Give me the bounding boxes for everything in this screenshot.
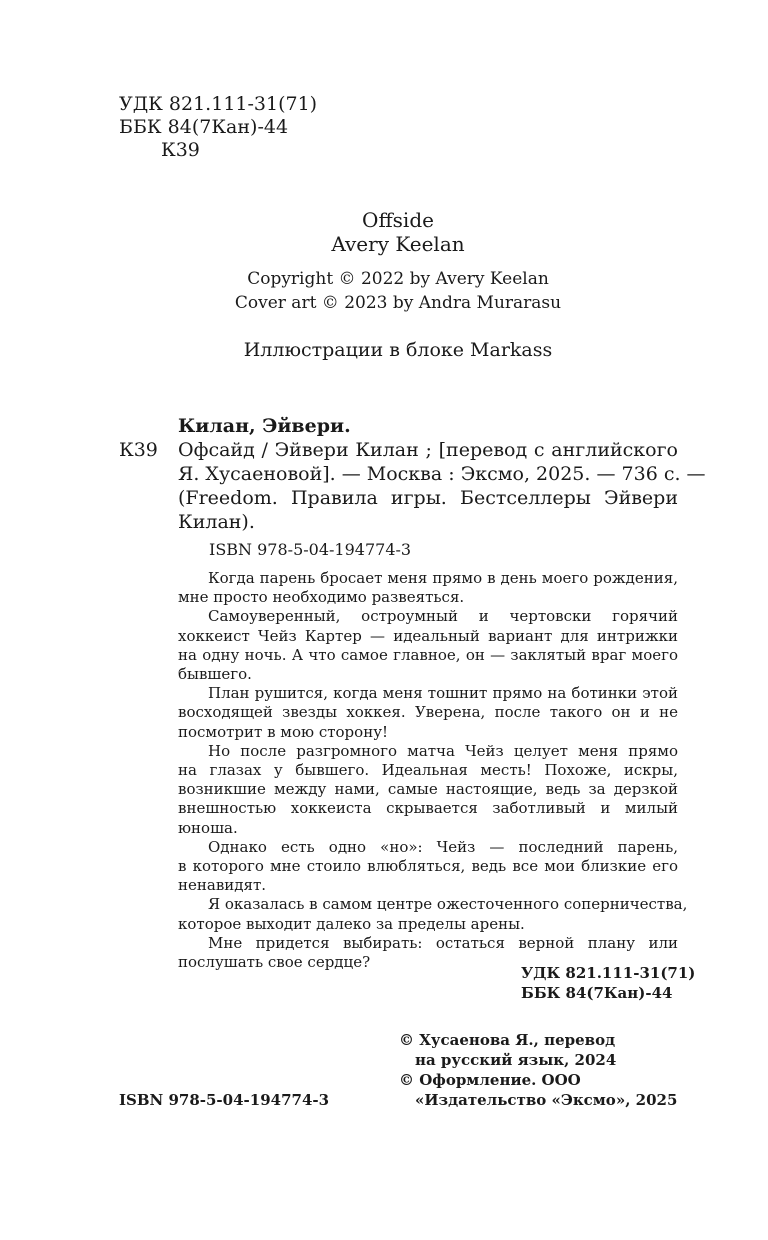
annotation-line: Самоуверенный, остроумный и чертовски горячий <box>208 607 678 626</box>
bib-line: Килан). <box>178 511 255 533</box>
annotation <box>178 569 688 972</box>
annotation-line: Однако есть одно «но»: Чейз — последний парень, <box>208 837 678 856</box>
udk-code-bottom: УДК 821.111-31(71) <box>521 964 696 982</box>
isbn-bottom: ISBN 978-5-04-194774-3 <box>119 1091 330 1109</box>
annotation-line: мне просто необходимо развеяться. <box>178 588 465 607</box>
annotation-line: ненавидят. <box>178 876 267 895</box>
annotation-line: юноша. <box>178 818 238 837</box>
annotation-line: План рушится, когда меня тошнит прямо на ботинки этой <box>208 684 678 703</box>
copyright-line: Copyright © 2022 by Avery Keelan <box>247 269 549 289</box>
annotation-line: восходящей звезды хоккея. Уверена, после такого он и не <box>178 703 678 722</box>
copyright-design: © Оформление. ООО <box>399 1071 581 1089</box>
annotation-line: хоккеист Чейз Картер — идеальный вариант для интрижки <box>178 626 678 645</box>
annotation-line: бывшего. <box>178 665 252 684</box>
bbk-code-bottom: ББК 84(7Кан)-44 <box>521 984 673 1002</box>
annotation-line: на одну ночь. А что самое главное, он — заклятый враг моего <box>178 645 678 664</box>
bib-line: Офсайд / Эйвери Килан ; [перевод с английского <box>178 439 678 461</box>
bbk-code-top: ББК 84(7Кан)-44 <box>119 116 289 138</box>
illustrations-credit: Иллюстрации в блоке Markass <box>243 339 553 361</box>
bibliographic-description <box>178 438 706 534</box>
annotation-line: послушать свое сердце? <box>178 953 371 972</box>
bib-line: Я. Хусаеновой]. — Москва : Эксмо, 2025. — 736 с. — <box>178 463 706 485</box>
original-author: Avery Keelan <box>331 232 465 256</box>
author-mark-top: К39 <box>161 139 200 161</box>
udk-code-top: УДК 821.111-31(71) <box>119 93 318 115</box>
annotation-line: Но после разгромного матча Чейз целует меня прямо <box>208 741 678 760</box>
annotation-line: внешностью хоккеиста скрывается заботливый и милый <box>178 799 678 818</box>
annotation-line: в которого мне стоило влюбляться, ведь все мои близкие его <box>178 857 678 876</box>
annotation-line: которое выходит далеко за пределы арены. <box>178 914 525 933</box>
cover-art-line: Cover art © 2023 by Andra Murarasu <box>234 293 562 313</box>
copyright-translation-cont: на русский язык, 2024 <box>415 1051 617 1069</box>
author-heading: Килан, Эйвери. <box>178 415 351 437</box>
copyright-publisher: «Издательство «Эксмо», 2025 <box>415 1091 678 1109</box>
annotation-line: на глазах у бывшего. Идеальная месть! Похоже, искры, <box>178 761 678 780</box>
annotation-line: посмотрит в мою сторону! <box>178 722 389 741</box>
annotation-line: Когда парень бросает меня прямо в день моего рождения, <box>208 569 678 587</box>
bib-line: (Freedom. Правила игры. Бестселлеры Эйвери <box>178 487 678 509</box>
annotation-line: Я оказалась в самом центре ожесточенного соперничества, <box>208 895 688 914</box>
isbn-inline: ISBN 978-5-04-194774-3 <box>209 540 412 559</box>
original-title: Offside <box>362 208 434 232</box>
author-mark-side: К39 <box>119 439 158 461</box>
annotation-line: Мне придется выбирать: остаться верной плану или <box>208 933 678 952</box>
copyright-translation: © Хусаенова Я., перевод <box>399 1031 616 1049</box>
annotation-line: возникшие между нами, самые настоящие, ведь за дерзкой <box>178 780 678 799</box>
